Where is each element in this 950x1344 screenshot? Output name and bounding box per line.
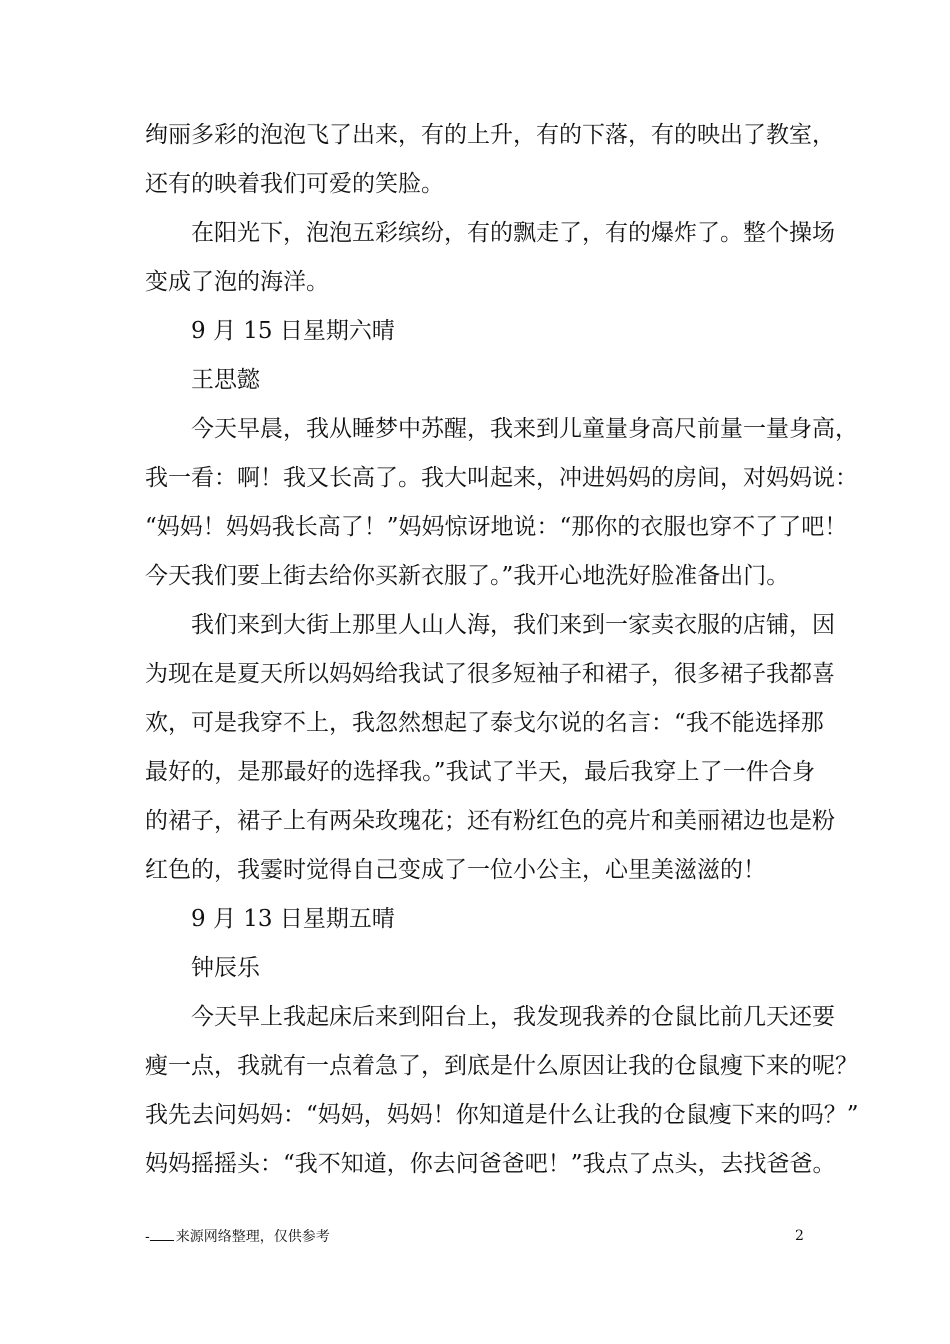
diary-date [145,307,815,356]
text-line: 今天我们要上街去给你买新衣服了。”我开心地洗好脸准备出门。 [145,563,790,589]
date-line: 9 月 15 日星期六晴 [191,318,395,344]
diary-author [145,356,815,405]
paragraph [145,405,858,601]
text-line: “妈妈！妈妈我长高了！”妈妈惊讶地说：“那你的衣服也穿不了了吧！ [145,514,848,540]
page-footer [145,1226,330,1247]
text-line: 妈妈摇摇头：“我不知道，你去问爸爸吧！”我点了点头，去找爸爸。 [145,1151,836,1177]
diary-author [145,944,815,993]
text-line: 变成了泡的海洋。 [145,269,329,295]
paragraph [145,601,835,895]
author-line: 王思懿 [191,367,260,393]
text-line: 为现在是夏天所以妈妈给我试了很多短袖子和裙子，很多裙子我都喜 [145,661,835,687]
text-line: 欢，可是我穿不上，我忽然想起了泰戈尔说的名言：“我不能选择那 [145,710,824,736]
text-line: 我们来到大街上那里人山人海，我们来到一家卖衣服的店铺，因 [191,612,835,638]
text-line: 绚丽多彩的泡泡飞了出来，有的上升，有的下落，有的映出了教室， [145,122,835,148]
paragraph [145,111,835,209]
footer-source-note: 来源网络整理，仅供参考 [175,1229,330,1245]
text-line: 瘦一点，我就有一点着急了，到底是什么原因让我的仓鼠瘦下来的呢？ [145,1053,858,1079]
text-line: 还有的映着我们可爱的笑脸。 [145,171,444,197]
text-line: 红色的，我霎时觉得自己变成了一位小公主，心里美滋滋的！ [145,857,766,883]
paragraph [145,209,835,307]
diary-date [145,895,815,944]
footer-prefix: - [145,1229,150,1245]
footer-underline [150,1226,174,1241]
text-line: 今天早上我起床后来到阳台上，我发现我养的仓鼠比前几天还要 [191,1004,835,1030]
text-line: 我一看：啊！我又长高了。我大叫起来，冲进妈妈的房间，对妈妈说： [145,465,858,491]
date-line: 9 月 13 日星期五晴 [191,906,395,932]
text-line: 最好的，是那最好的选择我。”我试了半天，最后我穿上了一件合身 [145,759,815,785]
document-body [145,111,859,1189]
author-line: 钟辰乐 [191,955,260,981]
page-number: 2 [795,1228,804,1244]
text-line: 今天早晨，我从睡梦中苏醒，我来到儿童量身高尺前量一量身高， [191,416,858,442]
text-line: 的裙子，裙子上有两朵玫瑰花；还有粉红色的亮片和美丽裙边也是粉 [145,808,835,834]
text-line: 在阳光下，泡泡五彩缤纷，有的飘走了，有的爆炸了。整个操场 [191,220,835,246]
paragraph [145,993,859,1189]
text-line: 我先去问妈妈：“妈妈，妈妈！你知道是什么让我的仓鼠瘦下来的吗？” [145,1102,859,1128]
